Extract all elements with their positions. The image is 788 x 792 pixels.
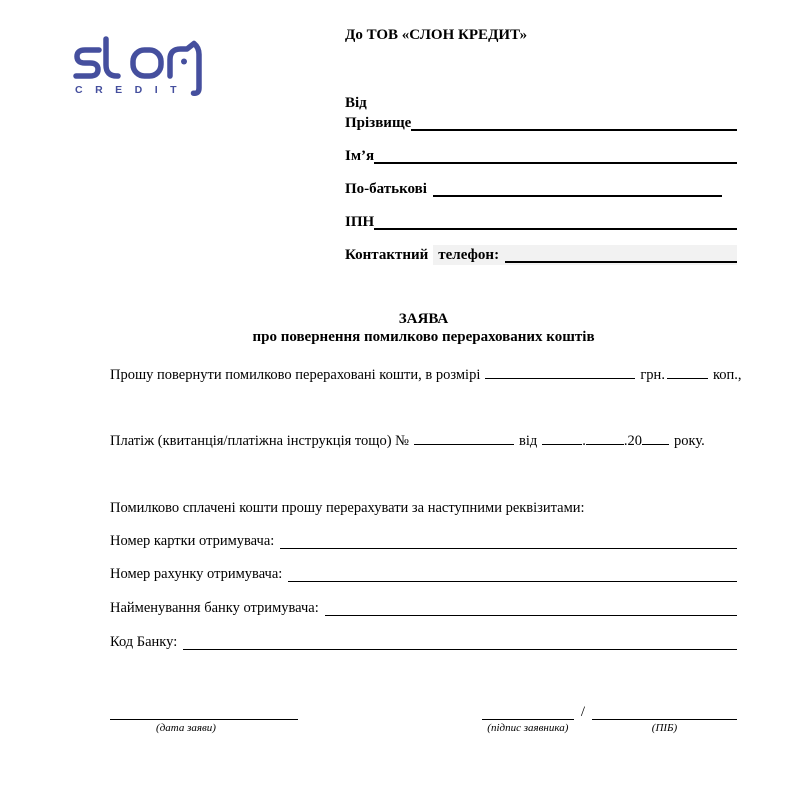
account-number-label: Номер рахунку отримувача:	[110, 566, 283, 582]
account-number-input-line[interactable]	[288, 581, 737, 582]
name-signature-line[interactable]	[592, 702, 737, 720]
phone-field-highlight	[433, 245, 737, 265]
surname-input-line[interactable]	[411, 129, 737, 131]
signature-block	[110, 702, 737, 748]
patronymic-field-row	[345, 179, 722, 199]
name-column	[592, 702, 737, 734]
sign-caption: (підпис заявника)	[487, 722, 569, 734]
statement-subtitle: про повернення помилково перерахованих коштів	[252, 329, 595, 345]
surname-label: Прізвище	[345, 115, 412, 131]
date-signature-line[interactable]	[110, 702, 298, 720]
bank-code-input-line[interactable]	[183, 649, 737, 650]
card-number-row	[110, 531, 737, 551]
sign-signature-line[interactable]	[482, 702, 574, 720]
bank-code-label: Код Банку:	[110, 634, 178, 650]
firstname-field-row	[345, 146, 737, 166]
elephant-eye-dot	[181, 59, 187, 65]
from-label: Від	[345, 95, 367, 111]
patronymic-label: По-батькові	[345, 181, 427, 197]
account-number-row	[110, 564, 737, 584]
slon-logo-icon	[73, 36, 215, 100]
firstname-label: Ім’я	[345, 148, 375, 164]
firstname-input-line[interactable]	[374, 162, 737, 164]
tax-id-field-row	[345, 212, 737, 232]
tax-id-label: ІПН	[345, 214, 375, 230]
amount-sentence	[110, 365, 750, 385]
phone-label-word1: Контактний	[345, 247, 429, 263]
day-blank[interactable]	[542, 444, 582, 445]
surname-field-row	[345, 113, 737, 133]
payment-prefix-text: Платіж (квитанція/платіжна інструкція тощо) №	[110, 433, 409, 449]
date-caption: (дата заяви)	[156, 722, 216, 734]
date-dot: .	[582, 433, 586, 449]
slon-credit-logo	[73, 36, 215, 100]
year-prefix: .20	[623, 433, 643, 449]
card-number-label: Номер картки отримувача:	[110, 533, 275, 549]
kopecks-blank[interactable]	[667, 378, 708, 379]
month-blank[interactable]	[586, 444, 624, 445]
recipient-header: До ТОВ «СЛОН КРЕДИТ»	[345, 27, 528, 43]
year-blank[interactable]	[642, 444, 669, 445]
bank-name-input-line[interactable]	[325, 615, 737, 616]
bank-name-label: Найменування банку отримувача:	[110, 600, 319, 616]
amount-prefix-text: Прошу повернути помилково перераховані кошти, в розмірі	[110, 367, 481, 383]
kop-label: коп.,	[712, 367, 742, 383]
sign-column	[482, 702, 574, 734]
requisites-intro: Помилково сплачені кошти прошу перерахувати за наступними реквізитами:	[110, 500, 585, 516]
logo-credit-text: CREDIT	[75, 84, 190, 96]
amount-blank[interactable]	[485, 378, 635, 379]
name-caption: (ПІБ)	[651, 722, 678, 734]
uah-label: грн.	[640, 367, 665, 383]
tax-id-input-line[interactable]	[374, 228, 737, 230]
phone-input-line[interactable]	[505, 261, 737, 263]
date-signature-group	[110, 702, 298, 734]
patronymic-input-line[interactable]	[433, 195, 722, 197]
statement-title: ЗАЯВА	[398, 311, 449, 327]
year-suffix: року.	[674, 433, 705, 449]
card-number-input-line[interactable]	[280, 548, 737, 549]
payment-number-blank[interactable]	[414, 444, 514, 445]
phone-field-row	[345, 245, 737, 265]
bank-code-row	[110, 632, 737, 652]
sign-name-group	[482, 702, 737, 734]
signature-separator: /	[580, 704, 585, 720]
payment-sentence	[110, 431, 750, 451]
phone-label-word2: телефон:	[438, 247, 500, 263]
bank-name-row	[110, 598, 737, 618]
payment-from-label: від	[519, 433, 538, 449]
